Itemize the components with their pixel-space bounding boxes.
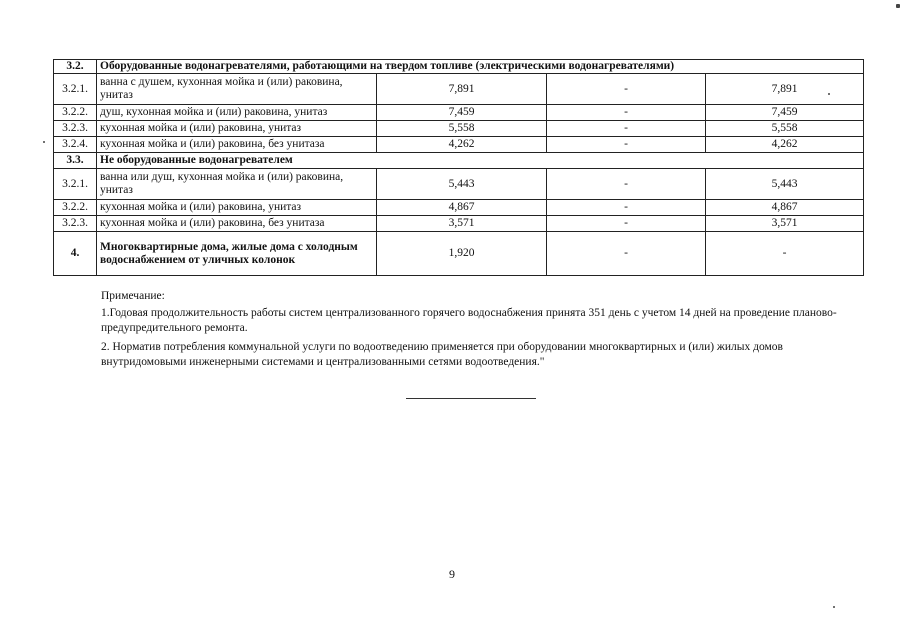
- closing-divider: [406, 398, 536, 399]
- value-cell: 5,558: [377, 121, 547, 137]
- value-cell: -: [547, 216, 706, 232]
- value-cell: -: [547, 200, 706, 216]
- note-1: 1.Годовая продолжительность работы систем централизованного горячего водоснабжения принята 351 день с учетом 14 дней на проведение планово-предупредительного ремонта.: [101, 307, 837, 334]
- page-number: 9: [449, 567, 455, 581]
- table-row: [54, 105, 864, 121]
- value-cell: 3,571: [377, 216, 547, 232]
- row-description: ванна с душем, кухонная мойка и (или) раковина, унитаз: [97, 74, 377, 105]
- value-cell: -: [547, 137, 706, 153]
- row-number: 3.3.: [54, 153, 97, 169]
- norms-table-body: [54, 60, 864, 276]
- scan-mark: [896, 4, 900, 8]
- table-row: [54, 232, 864, 276]
- table-row: [54, 169, 864, 200]
- row-number: 3.2.3.: [54, 121, 97, 137]
- value-cell: -: [547, 105, 706, 121]
- row-number: 3.2.3.: [54, 216, 97, 232]
- value-cell: 7,459: [706, 105, 864, 121]
- value-cell: 7,891: [377, 74, 547, 105]
- value-cell: 1,920: [377, 232, 547, 276]
- row-description: кухонная мойка и (или) раковина, без унитаза: [97, 137, 377, 153]
- table-row: [54, 137, 864, 153]
- value-cell: -: [547, 121, 706, 137]
- value-cell: 7,891: [706, 74, 864, 105]
- table-row: [54, 200, 864, 216]
- section-title: Оборудованные водонагревателями, работающими на твердом топливе (электрическими водонагревателями): [97, 60, 864, 74]
- row-description: кухонная мойка и (или) раковина, без унитаза: [97, 216, 377, 232]
- value-cell: 4,262: [377, 137, 547, 153]
- row-number: 3.2.1.: [54, 74, 97, 105]
- row-number: 3.2.4.: [54, 137, 97, 153]
- table-row: [54, 74, 864, 105]
- table-row: [54, 216, 864, 232]
- norms-table: [53, 59, 864, 276]
- row-number: 3.2.2.: [54, 105, 97, 121]
- row-number: 3.2.: [54, 60, 97, 74]
- scan-mark: [43, 141, 45, 143]
- value-cell: -: [547, 232, 706, 276]
- value-cell: -: [547, 169, 706, 200]
- value-cell: 3,571: [706, 216, 864, 232]
- scan-mark: [828, 93, 830, 95]
- note-2: 2. Норматив потребления коммунальной услуги по водоотведению применяется при оборудовании многоквартирных и (или) жилых домов внутридомовыми инженерными системами и централизованными сетями водоотведения.": [101, 341, 783, 368]
- value-cell: 4,867: [706, 200, 864, 216]
- row-description: Многоквартирные дома, жилые дома с холодным водоснабжением от уличных колонок: [97, 232, 377, 276]
- value-cell: 4,262: [706, 137, 864, 153]
- table-row: [54, 121, 864, 137]
- row-description: кухонная мойка и (или) раковина, унитаз: [97, 121, 377, 137]
- section-title: Не оборудованные водонагревателем: [97, 153, 864, 169]
- row-description: душ, кухонная мойка и (или) раковина, унитаз: [97, 105, 377, 121]
- value-cell: 5,558: [706, 121, 864, 137]
- value-cell: 7,459: [377, 105, 547, 121]
- row-number: 3.2.2.: [54, 200, 97, 216]
- value-cell: 5,443: [377, 169, 547, 200]
- scan-mark: [833, 606, 835, 608]
- value-cell: 5,443: [706, 169, 864, 200]
- table-section-row: [54, 60, 864, 74]
- row-description: ванна или душ, кухонная мойка и (или) раковина, унитаз: [97, 169, 377, 200]
- row-number: 4.: [54, 232, 97, 276]
- value-cell: -: [547, 74, 706, 105]
- row-number: 3.2.1.: [54, 169, 97, 200]
- notes-heading: Примечание:: [101, 290, 165, 302]
- row-description: кухонная мойка и (или) раковина, унитаз: [97, 200, 377, 216]
- value-cell: -: [706, 232, 864, 276]
- value-cell: 4,867: [377, 200, 547, 216]
- table-section-row: [54, 153, 864, 169]
